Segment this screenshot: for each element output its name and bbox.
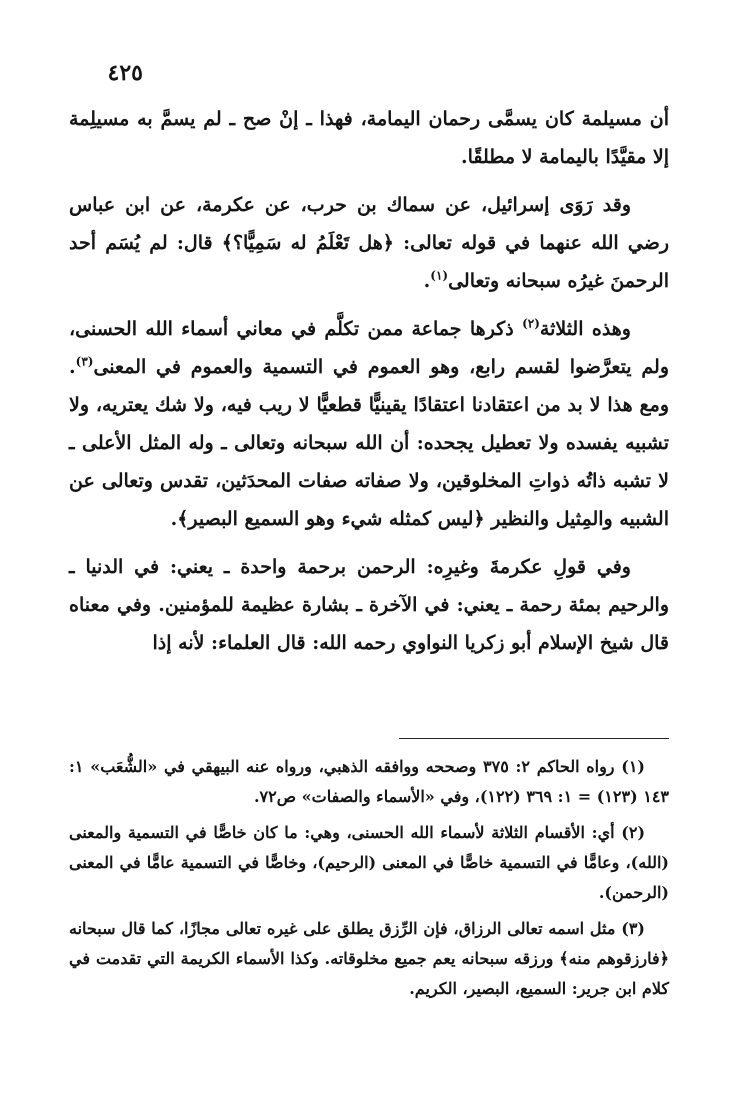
footnotes <box>69 752 669 1010</box>
page-number: ٤٢٥ <box>107 60 143 86</box>
paragraph-3-text: ذكرها جماعة ممن تكلَّم في معاني أسماء الله الحسنى، ولم يتعرَّضوا لقسم رابع، وهو العموم في التسمية والعموم في المعنى <box>69 318 669 378</box>
paragraph-2-text: وقد رَوَى إسرائيل، عن سماك بن حرب، عن عكرمة، عن ابن عباس رضي الله عنهما في قوله تعالى: ﴿هل تَعْلَمُ له سَمِيًّا؟﴾ قال: لم يُسَم أحد الرحمنَ غيرُه سبحانه وتعالى <box>69 194 669 292</box>
footnote-1: (١) رواه الحاكم ٢: ٣٧٥ وصححه ووافقه الذهبي، ورواه عنه البيهقي في «الشُّعَب» ١: ١٤٣ (١٢٣) = ١: ٣٦٩ (١٢٢)، وفي «الأسماء والصفات» ص٧٢. <box>69 757 669 806</box>
paragraph-1: أن مسيلمة كان يسمَّى رحمان اليمامة، فهذا ـ إنْ صح ـ لم يسمَّ به مسيلِمة إلا مقيَّدًا باليمامة لا مطلقًا. <box>69 108 669 168</box>
footnote-mark-1: (١) <box>430 268 449 283</box>
paragraph-3 <box>69 310 669 538</box>
footnote-3: (٣) مثل اسمه تعالى الرزاق، فإن الرِّزق يطلق على غيره تعالى مجازًا، كما قال سبحانه ﴿فارزقوهم منه﴾ ورزقه سبحانه يعم جميع مخلوقاته. وكذا الأسماء الكريمة التي تقدمت في كلام ابن جرير: السميع، البصير، الكريم. <box>69 919 669 998</box>
footnote-separator <box>399 738 669 739</box>
paragraph-3-lead: وهذه الثلاثة <box>539 318 631 340</box>
footnote-2: (٢) أي: الأقسام الثلاثة لأسماء الله الحسنى، وهي: ما كان خاصًّا في التسمية والمعنى (الله)، وعامًّا في التسمية خاصًّا في المعنى (الرحيم)، وخاصًّا في التسمية عامًّا في المعنى (الرحمن). <box>69 823 670 902</box>
paragraph-2: وقد رَوَى إسرائيل، عن سماك بن حرب، عن عكرمة، عن ابن عباس رضي الله عنهما في قوله تعالى: ﴿هل تَعْلَمُ له سَمِيًّا؟﴾ قال: لم يُسَم أحد الرحمنَ غيرُه سبحانه وتعالى$^{(١)}$. <box>69 194 669 292</box>
paragraph-4: وفي قولِ عكرمةَ وغيرِه: الرحمن برحمة واحدة ـ يعني: في الدنيا ـ والرحيم بمئة رحمة ـ يعني: في الآخرة ـ بشارة عظيمة للمؤمنين. وفي معناه قال شيخ الإسلام أبو زكريا النواوي رحمه الله: قال العلماء: لأنه إذا <box>69 556 669 654</box>
footnote-mark-2: (٢) <box>522 316 540 331</box>
main-text <box>69 100 669 672</box>
paragraph-3-continuation: . ومع هذا لا بد من اعتقادنا اعتقادًا يقينيًّا قطعيًّا لا ريب فيه، ولا شك يعتريه، ولا تشبيه يفسده ولا تعطيل يجحده: أن الله سبحانه وتعالى ـ وله المثل الأعلى ـ لا تشبه ذاتُه ذواتِ المخلوقين، ولا صفاته صفات المحدَثين، تقدس وتعالى عن الشبيه والمِثيل والنظير ﴿ليس كمثله شيء وهو السميع البصير﴾. <box>69 356 669 530</box>
footnote-mark-3: (٣) <box>75 354 94 369</box>
